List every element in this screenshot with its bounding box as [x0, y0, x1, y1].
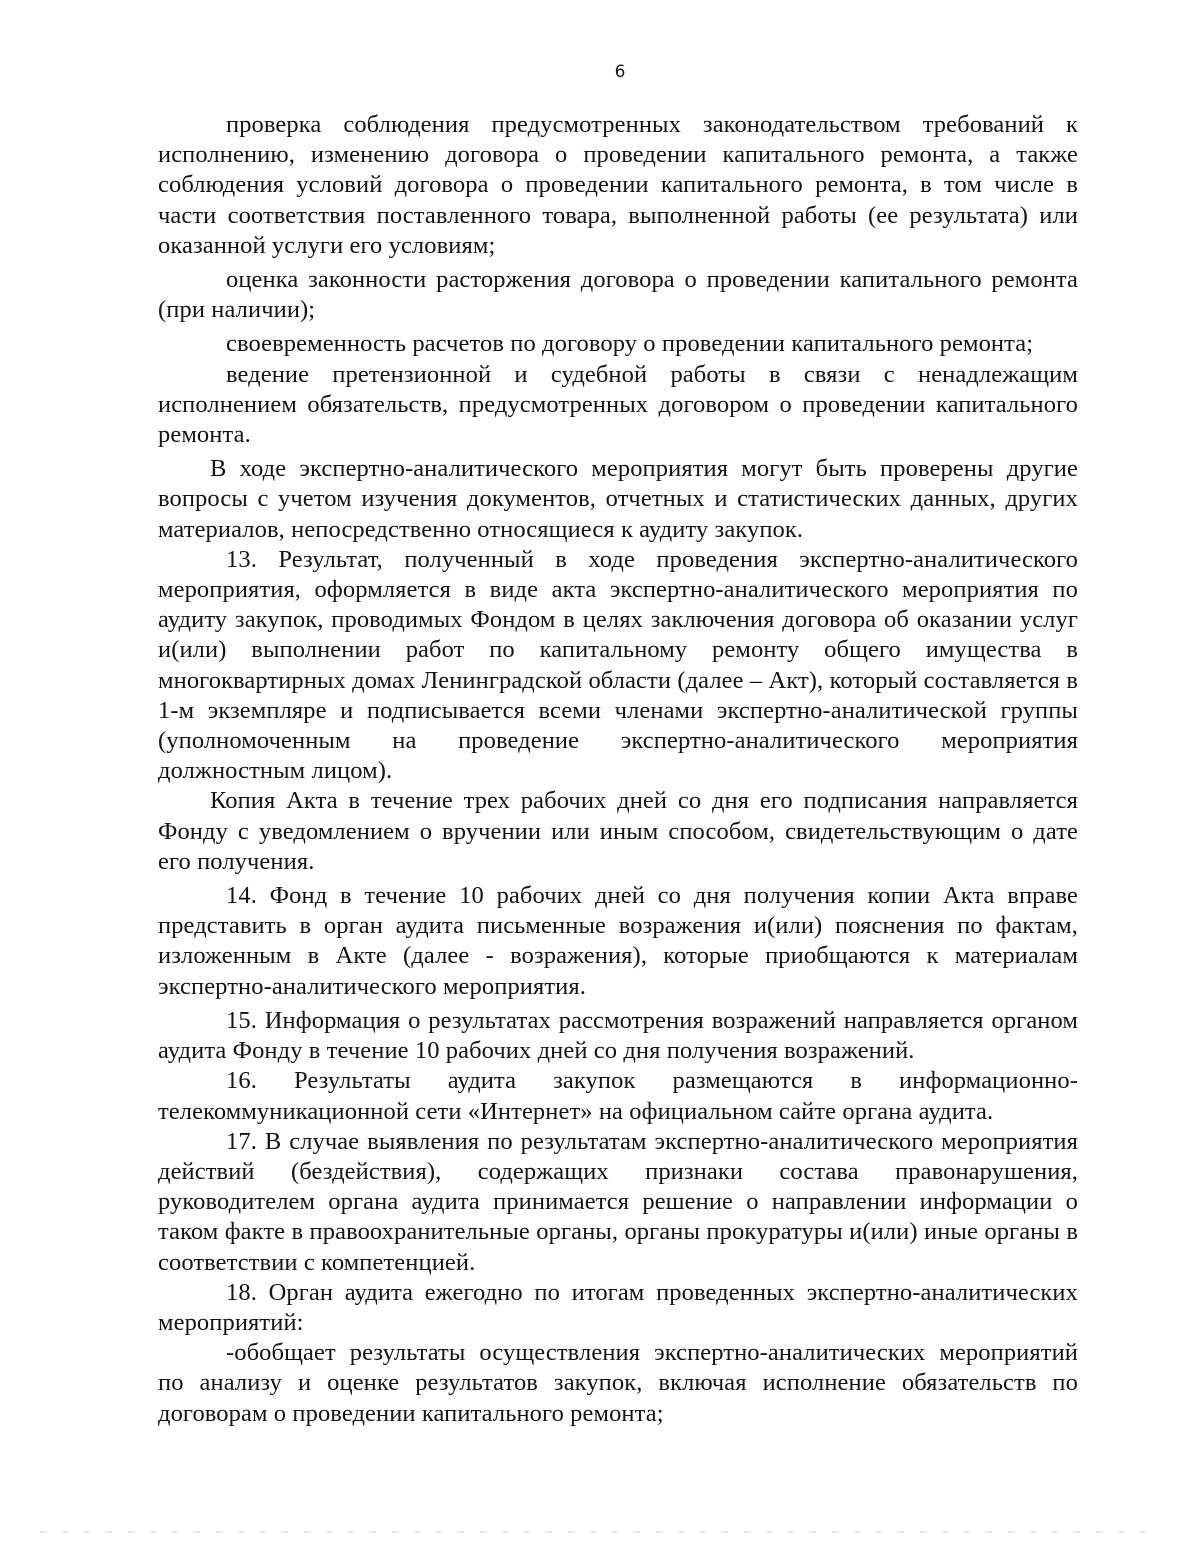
scan-edge-artifact [40, 1531, 1160, 1533]
paragraph-claims-litigation: ведение претензионной и судебной работы в связи с ненадлежащим исполнением обязательств, предусмотренных договором о проведении капитального ремонта. [158, 360, 1078, 449]
paragraph-summarize-results: -обобщает результаты осуществления экспертно-аналитических мероприятий по анализу и оценке результатов закупок, включая исполнение обязательств по договорам о проведении капитального ремонта; [158, 1339, 1078, 1427]
paragraph-other-questions: В ходе экспертно-аналитического мероприятия могут быть проверены другие вопросы с учетом изучения документов, отчетных и статистических данных, других материалов, непосредственно относящиеся к аудиту закупок. [158, 455, 1078, 543]
paragraph-item-14: 14. Фонд в течение 10 рабочих дней со дня получения копии Акта вправе представить в орган аудита письменные возражения и(или) пояснения по фактам, изложенным в Акте (далее - возражения), которые приобщаются к материалам экспертно-аналитического мероприятия. [158, 882, 1078, 1000]
paragraph-contract-compliance-check: проверка соблюдения предусмотренных законодательством требований к исполнению, изменению договора о проведении капитального ремонта, а также соблюдения условий договора о проведении капитального ремонта, в том числе в части соответствия поставленного товара, выполненной работы (ее результата) или оказанной услуги его условиям; [158, 111, 1078, 259]
paragraph-settlement-timeliness: своевременность расчетов по договору о проведении капитального ремонта; [226, 330, 1034, 358]
paragraph-item-15: 15. Информация о результатах рассмотрения возражений направляется органом аудита Фонду в течение 10 рабочих дней со дня получения возражений. [158, 1006, 1078, 1065]
paragraph-act-copy: Копия Акта в течение трех рабочих дней со дня его подписания направляется Фонду с уведомлением о вручении или иным способом, свидетельствующим о дате его получения. [158, 787, 1078, 875]
paragraph-item-18: 18. Орган аудита ежегодно по итогам проведенных экспертно-аналитических мероприятий: [158, 1278, 1078, 1336]
page-number: 6 [614, 62, 626, 82]
paragraph-termination-legality: оценка законности расторжения договора о проведении капитального ремонта (при наличии); [158, 266, 1078, 324]
document-body [158, 110, 1078, 1429]
paragraph-item-16: 16. Результаты аудита закупок размещаются в информационно-телекоммуникационной сети «Интернет» на официальном сайте органа аудита. [158, 1067, 1078, 1125]
paragraph-item-13: 13. Результат, полученный в ходе проведения экспертно-аналитического мероприятия, оформляется в виде акта экспертно-аналитического мероприятия по аудиту закупок, проводимых Фондом в целях заключения договора об оказании услуг и(или) выполнении работ по капитальному ремонту общего имущества в многоквартирных домах Ленинградской области (далее – Акт), который составляется в 1-м экземпляре и подписывается всеми членами экспертно-аналитической группы (уполномоченным на проведение экспертно-аналитического мероприятия должностным лицом). [158, 545, 1078, 785]
paragraph-item-17: 17. В случае выявления по результатам экспертно-аналитического мероприятия действий (бездействия), содержащих признаки состава правонарушения, руководителем органа аудита принимается решение о направлении информации о таком факте в правоохранительные органы, органы прокуратуры и(или) иные органы в соответствии с компетенцией. [158, 1127, 1078, 1276]
